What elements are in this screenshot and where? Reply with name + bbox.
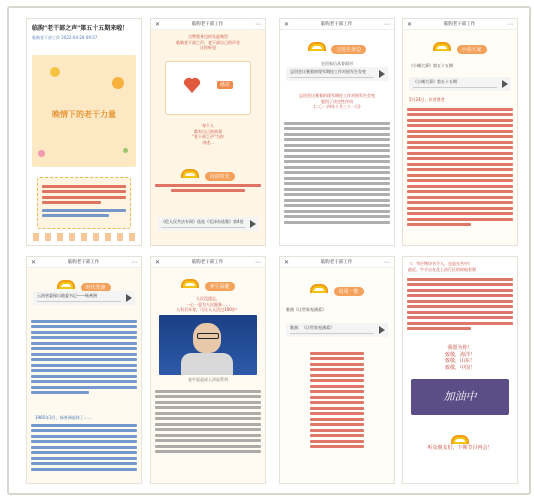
card-line: "老干部之声"为你 <box>192 134 224 139</box>
intro-line: 人有百年寿，可让人人活过100岁！ <box>176 307 240 312</box>
audio-player[interactable] <box>33 291 135 305</box>
rainbow-icon <box>451 435 469 444</box>
account-name: 临朐老干部工作 <box>67 260 100 265</box>
poem-line: 致敬，海洋！ <box>444 351 475 358</box>
sun-icon <box>112 77 124 89</box>
body-text-lines <box>407 275 513 333</box>
screenshot-4 <box>402 18 518 246</box>
chip-label: 习近在身边 <box>331 45 366 54</box>
top-bar <box>27 257 141 268</box>
audio-player[interactable] <box>409 77 511 91</box>
play-icon[interactable] <box>126 294 132 302</box>
section-chip <box>280 36 394 55</box>
account-name: 临朐老干部工作 <box>320 260 353 265</box>
close-icon[interactable]: ✕ <box>31 258 37 266</box>
audio-title: 歌曲：《让世界充满爱》 <box>290 325 334 330</box>
leaf-icon <box>123 148 128 153</box>
rainbow-icon <box>310 284 328 293</box>
screenshot-6 <box>150 256 266 484</box>
chip-label: 每周一歌 <box>334 287 364 296</box>
intro-line: 《：韦应物诗书令人，也是在苦中》 <box>408 261 472 266</box>
account-name: 临朐老干部工作 <box>320 22 353 27</box>
body-text-lines <box>284 119 390 226</box>
intro-text <box>403 257 517 272</box>
portrait-body <box>181 353 233 375</box>
more-icon[interactable]: ⋯ <box>255 258 261 266</box>
intro-line: 一心一意为人民服务…… <box>186 301 230 307</box>
audio-title: 《小城大事》第五十五期 <box>413 79 457 84</box>
rainbow-icon <box>181 169 199 178</box>
signature-image <box>411 379 509 415</box>
screenshot-8 <box>402 256 518 484</box>
more-icon[interactable]: ⋯ <box>507 20 513 28</box>
portrait-photo <box>159 315 257 375</box>
poem-block <box>403 345 517 371</box>
poem-line: 致敬，中国！ <box>444 364 475 371</box>
top-bar <box>403 19 517 30</box>
section-chip <box>403 36 517 55</box>
flower-icon <box>38 150 45 157</box>
account-name: 临朐老干部工作 <box>191 22 224 27</box>
close-icon[interactable]: ✕ <box>155 20 161 28</box>
audio-player[interactable] <box>286 67 388 81</box>
intro-line: 让你听见 <box>200 45 216 50</box>
heading-line: 裂用了决定性作用 <box>321 98 353 104</box>
body-first-line: 5月24日，作者著者 <box>409 97 445 102</box>
chip-label: 小说大家 <box>457 45 487 54</box>
chip-label: 诗词时光 <box>205 172 235 181</box>
audio-progress[interactable] <box>290 77 374 78</box>
banner-text: 晚情下的老干力量 <box>52 110 116 119</box>
decorative-border <box>33 233 135 241</box>
screenshot-3 <box>279 18 395 246</box>
audio-progress[interactable] <box>37 301 121 302</box>
heart-icon <box>182 76 202 94</box>
intro-line: 点赞我身边的先进典型 <box>188 34 228 39</box>
section-chip <box>151 273 265 292</box>
rainbow-icon <box>308 42 326 51</box>
intro-line: 临朐老干部之声，老干部自己的声音 <box>176 39 240 45</box>
sun-icon <box>50 67 60 77</box>
intro-line: 人民没遗忘， <box>196 296 220 301</box>
card-text <box>151 123 265 145</box>
intro-line: 最近，牛羊自在北上苗行区的时候有那 <box>408 266 476 272</box>
audio-title: 《伦人民共法专网》选选《毛泽东选集》第4卷 <box>161 219 244 224</box>
section-heading: 在回家后从容面对 <box>321 61 353 66</box>
close-icon[interactable]: ✕ <box>284 20 290 28</box>
section-chip <box>151 163 265 182</box>
article-byline: 临朐老干部工作 2022-04-28 09:57 <box>32 35 98 40</box>
heading-line: 总回会议裹着的现军期挂工作对困军生存变 <box>299 93 375 98</box>
audio-title: 云南省委保山地委书记——杨善洲 <box>37 293 97 298</box>
banner-image <box>32 55 136 167</box>
more-icon[interactable]: ⋯ <box>255 20 261 28</box>
heart-card <box>165 61 251 115</box>
intro-text <box>151 30 265 51</box>
close-icon[interactable]: ✕ <box>284 258 290 266</box>
rainbow-icon <box>181 279 199 288</box>
card-line: 每个人 <box>202 123 214 128</box>
collage-frame <box>7 6 531 495</box>
body-text-lines <box>407 105 513 229</box>
article-heading <box>282 93 392 110</box>
account-name: 临朐老干部工作 <box>191 260 224 265</box>
account-name: 临朐老干部工作 <box>443 22 476 27</box>
audio-progress[interactable] <box>290 333 374 334</box>
screenshot-5 <box>26 256 142 484</box>
lyrics-lines <box>310 349 364 451</box>
section-chip <box>280 278 394 297</box>
intro-text <box>151 296 265 313</box>
section-start: 1985年3月，杨善洲退休了…… <box>35 415 92 420</box>
more-icon[interactable]: ⋯ <box>384 258 390 266</box>
intro-card <box>37 177 131 229</box>
book-title: 《小城大事》第五十五期 <box>409 63 453 68</box>
song-title: 歌曲《让世界充满爱》 <box>286 307 326 312</box>
audio-title: 总回会议裹着的现军期挂工作对困军生存变 <box>290 69 366 74</box>
audio-progress[interactable] <box>413 87 497 88</box>
more-icon[interactable]: ⋯ <box>131 258 137 266</box>
heading-date: (二〇一四年十月三十一日) <box>313 104 361 109</box>
audio-progress[interactable] <box>161 227 245 228</box>
photo-caption: 金牛说起成人讲说系列 <box>188 377 228 382</box>
chip-label: 养生保健 <box>205 282 235 291</box>
close-icon[interactable]: ✕ <box>407 20 413 28</box>
audio-player[interactable] <box>157 217 259 231</box>
rainbow-icon <box>433 42 451 51</box>
top-bar <box>280 19 394 30</box>
farewell-text: 听众朋友们，下期节目再会！ <box>427 445 493 451</box>
body-text-lines <box>155 387 261 456</box>
play-icon[interactable] <box>502 80 508 88</box>
poem-line: 我愿为你！ <box>447 345 473 351</box>
signature-text: 加油中 <box>443 390 477 403</box>
play-icon[interactable] <box>379 70 385 78</box>
body-text-lines <box>155 181 261 195</box>
glasses-icon <box>197 333 219 339</box>
top-bar <box>280 257 394 268</box>
screenshot-2 <box>150 18 266 246</box>
top-bar <box>151 19 265 30</box>
rainbow-icon <box>57 280 75 289</box>
article-title: 临朐"老干部之声"第五十五期来啦！ 临朐老干部工作 2022-04-28 09:57 <box>27 19 141 43</box>
body-text-lines <box>31 317 137 397</box>
audio-player[interactable] <box>286 323 388 337</box>
screenshot-1 <box>26 18 142 246</box>
play-icon[interactable] <box>379 326 385 334</box>
chip-label: 时代先锋 <box>81 283 111 292</box>
heart-label: 感恩 <box>212 80 238 89</box>
poem-line: 致敬，山东！ <box>444 358 475 364</box>
card-line: 讲述... <box>202 139 214 145</box>
play-icon[interactable] <box>250 220 256 228</box>
more-icon[interactable]: ⋯ <box>384 20 390 28</box>
top-bar <box>151 257 265 268</box>
close-icon[interactable]: ✕ <box>155 258 161 266</box>
card-line: 都有自己的故事 <box>194 128 222 134</box>
screenshot-7 <box>279 256 395 484</box>
body-text-lines-2 <box>31 421 137 473</box>
